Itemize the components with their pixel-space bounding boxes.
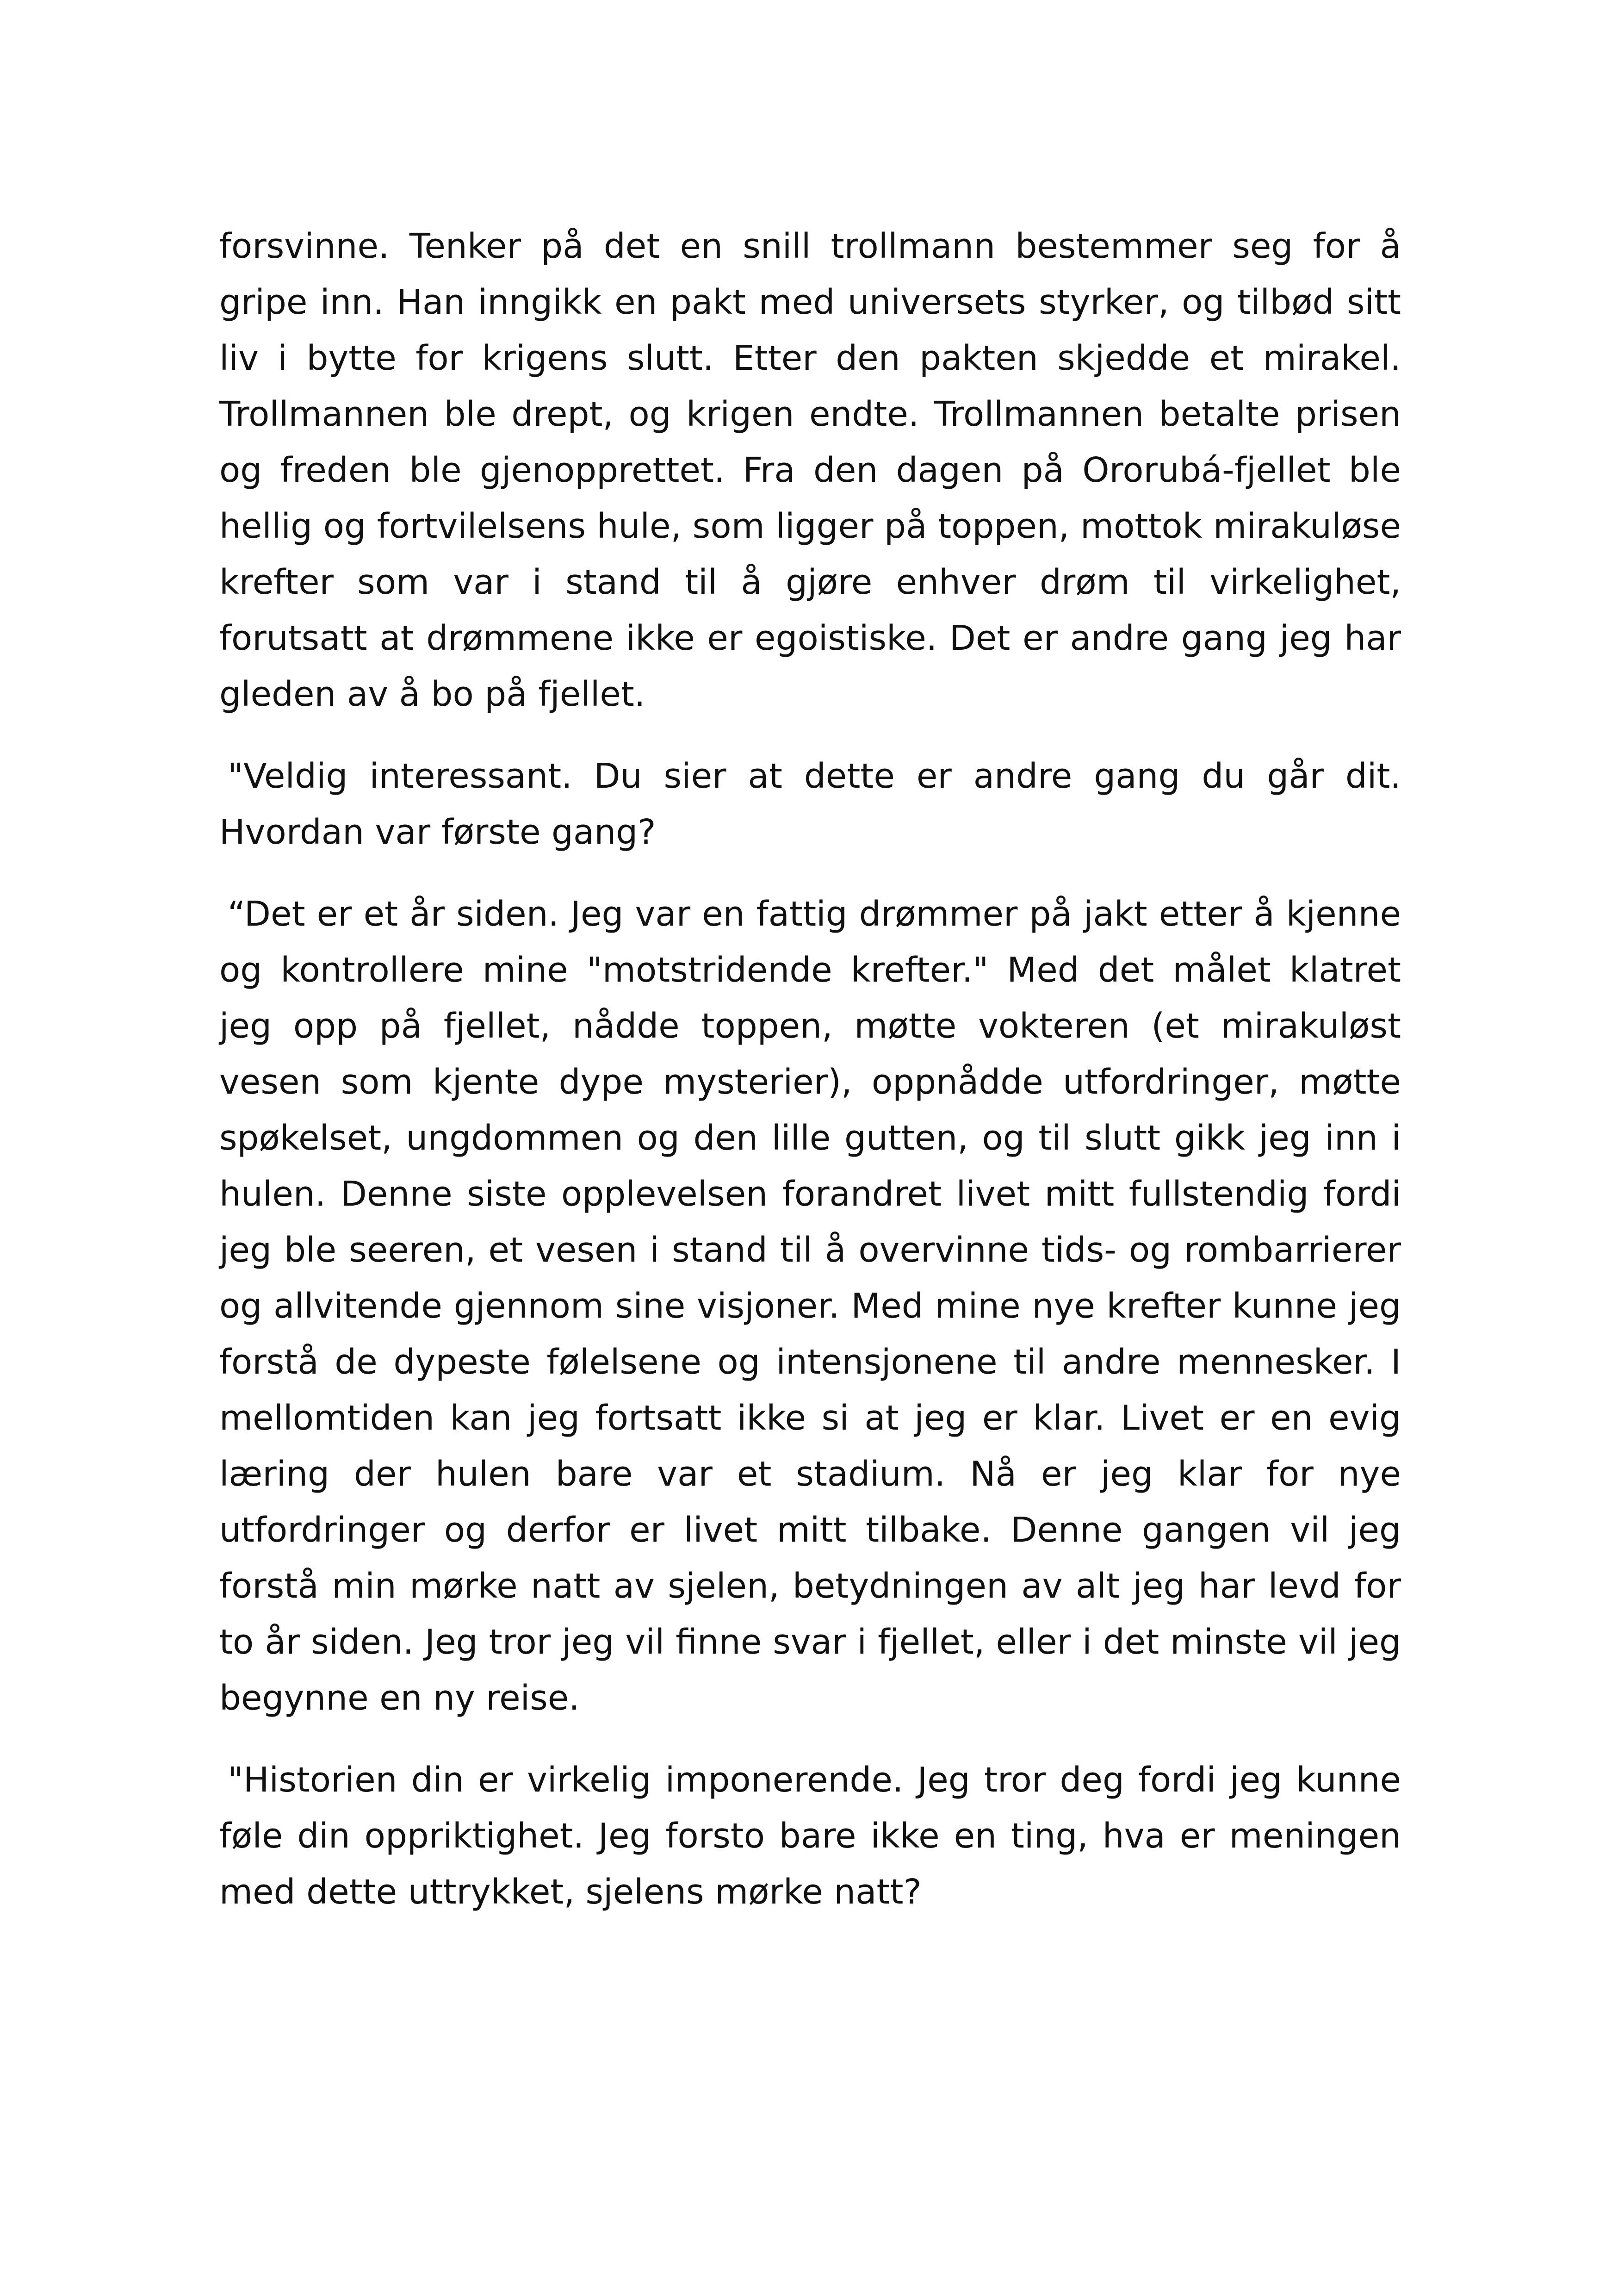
paragraph-follow-up-question: "Historien din er virkelig imponerende. Jeg tror deg fordi jeg kunne føle din oppriktighet. Jeg forsto bare ikke en ting, hva er meningen med dette uttrykket, sjelens mørke natt?	[219, 1760, 1401, 1912]
body-text	[219, 218, 1401, 1946]
paragraph-question: "Veldig interessant. Du sier at dette er andre gang du går dit. Hvordan var første gang?	[219, 756, 1401, 852]
paragraph-narration: forsvinne. Tenker på det en snill trollmann bestemmer seg for å gripe inn. Han inngikk en pakt med universets styrker, og tilbød sitt liv i bytte for krigens slutt. Etter den pakten skjedde et mirakel. Trollmannen ble drept, og krigen endte. Trollmannen betalte prisen og freden ble gjenopprettet. Fra den dagen på Ororubá-fjellet ble hellig og fortvilelsens hule, som ligger på toppen, mottok mirakuløse krefter som var i stand til å gjøre enhver drøm til virkelighet, forutsatt at drømmene ikke er egoistiske. Det er andre gang jeg har gleden av å bo på fjellet.	[219, 226, 1401, 714]
paragraph-answer: “Det er et år siden. Jeg var en fattig drømmer på jakt etter å kjenne og kontrollere mine "motstridende krefter." Med det målet klatret jeg opp på fjellet, nådde toppen, møtte vokteren (et mirakuløst vesen som kjente dype mysterier), oppnådde utfordringer, møtte spøkelset, ungdommen og den lille gutten, og til slutt gikk jeg inn i hulen. Denne siste opplevelsen forandret livet mitt fullstendig fordi jeg ble seeren, et vesen i stand til å overvinne tids- og rombarrierer og allvitende gjennom sine visjoner. Med mine nye krefter kunne jeg forstå de dypeste følelsene og intensjonene til andre mennesker. I mellomtiden kan jeg fortsatt ikke si at jeg er klar. Livet er en evig læring der hulen bare var et stadium. Nå er jeg klar for nye utfordringer og derfor er livet mitt tilbake. Denne gangen vil jeg forstå min mørke natt av sjelen, betydningen av alt jeg har levd for to år siden. Jeg tror jeg vil finne svar i fjellet, eller i det minste vil jeg begynne en ny reise.	[219, 894, 1401, 1718]
